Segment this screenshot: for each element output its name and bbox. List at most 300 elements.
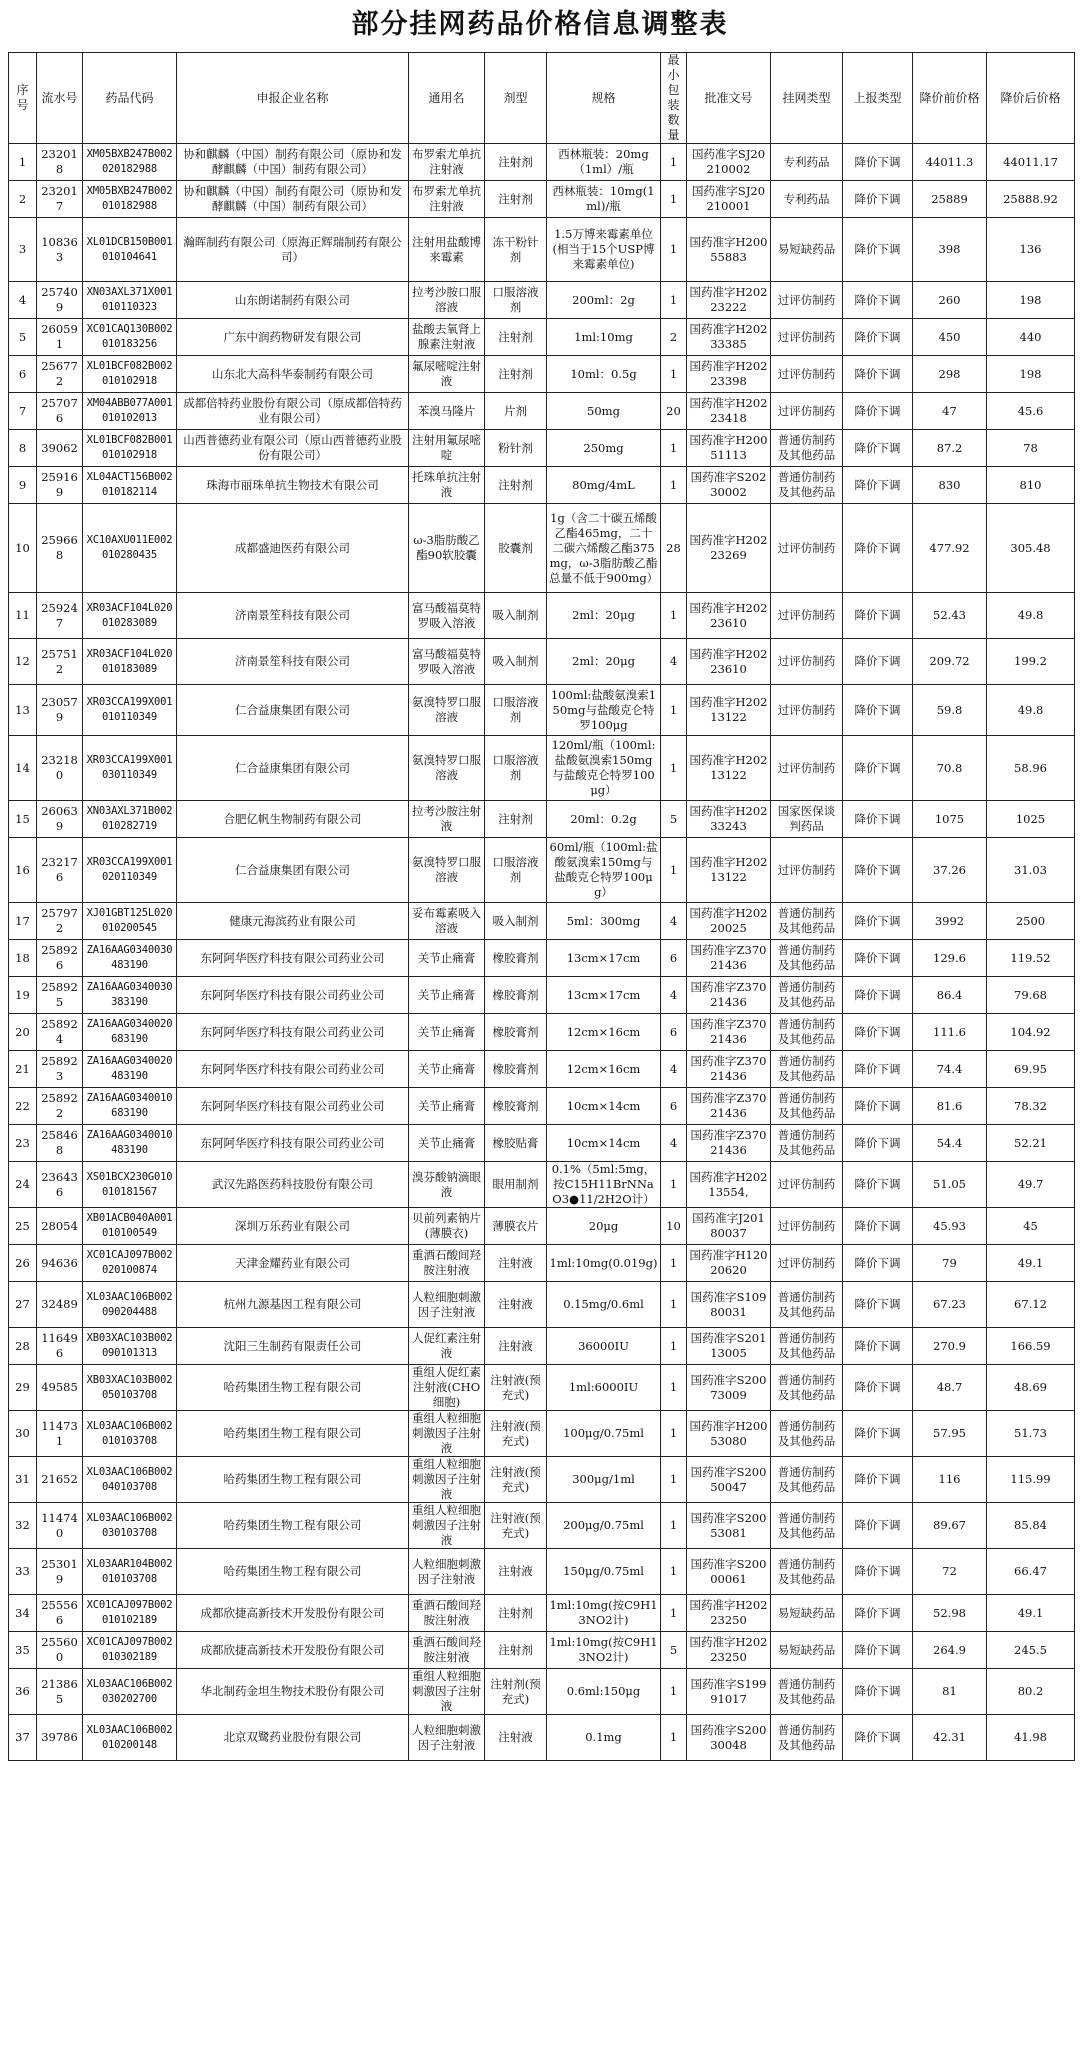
seq-no-cell: 16 bbox=[9, 838, 37, 903]
table-row bbox=[9, 940, 1075, 977]
drug-code-cell: XB01ACB040A001010100549 bbox=[83, 1208, 177, 1245]
min-pack-qty-cell: 4 bbox=[661, 903, 687, 940]
specification-cell: 250mg bbox=[547, 430, 661, 467]
serial-no-cell: 39786 bbox=[37, 1715, 83, 1761]
price-after-cell: 80.2 bbox=[987, 1669, 1075, 1715]
price-before-cell: 70.8 bbox=[913, 736, 987, 801]
approval-no-cell: 国药准字Z37021436 bbox=[687, 940, 771, 977]
approval-no-cell: 国药准字S20030048 bbox=[687, 1715, 771, 1761]
price-after-cell: 440 bbox=[987, 319, 1075, 356]
table-row bbox=[9, 1411, 1075, 1457]
serial-no-cell: 232180 bbox=[37, 736, 83, 801]
price-before-cell: 25889 bbox=[913, 181, 987, 218]
min-pack-qty-cell: 1 bbox=[661, 838, 687, 903]
report-type-cell: 降价下调 bbox=[843, 801, 913, 838]
price-after-cell: 49.8 bbox=[987, 593, 1075, 639]
dosage-form-cell: 注射液 bbox=[485, 1282, 547, 1328]
approval-no-cell: 国药准字J20180037 bbox=[687, 1208, 771, 1245]
report-type-cell: 降价下调 bbox=[843, 1014, 913, 1051]
price-before-cell: 209.72 bbox=[913, 639, 987, 685]
company-name-cell: 山东朗诺制药有限公司 bbox=[177, 282, 409, 319]
min-pack-qty-cell: 1 bbox=[661, 1669, 687, 1715]
seq-no-cell: 4 bbox=[9, 282, 37, 319]
listing-type-cell: 过评仿制药 bbox=[771, 393, 843, 430]
serial-no-cell: 259169 bbox=[37, 467, 83, 504]
price-after-cell: 52.21 bbox=[987, 1125, 1075, 1162]
report-type-cell: 降价下调 bbox=[843, 1088, 913, 1125]
specification-cell: 13cm×17cm bbox=[547, 940, 661, 977]
price-after-cell: 119.52 bbox=[987, 940, 1075, 977]
approval-no-cell: 国药准字H20223610 bbox=[687, 639, 771, 685]
listing-type-cell: 易短缺药品 bbox=[771, 1632, 843, 1669]
dosage-form-cell: 橡胶膏剂 bbox=[485, 977, 547, 1014]
table-row bbox=[9, 467, 1075, 504]
dosage-form-cell: 注射液(预充式) bbox=[485, 1503, 547, 1549]
min-pack-qty-cell: 6 bbox=[661, 940, 687, 977]
price-before-cell: 1075 bbox=[913, 801, 987, 838]
approval-no-cell: 国药准字Z37021436 bbox=[687, 1051, 771, 1088]
generic-name-cell: 富马酸福莫特罗吸入溶液 bbox=[409, 593, 485, 639]
generic-name-cell: 关节止痛膏 bbox=[409, 1088, 485, 1125]
listing-type-cell: 过评仿制药 bbox=[771, 282, 843, 319]
approval-no-cell: 国药准字H20223418 bbox=[687, 393, 771, 430]
min-pack-qty-cell: 28 bbox=[661, 504, 687, 593]
listing-type-cell: 普通仿制药及其他药品 bbox=[771, 1051, 843, 1088]
price-after-cell: 49.1 bbox=[987, 1245, 1075, 1282]
price-after-cell: 67.12 bbox=[987, 1282, 1075, 1328]
table-row bbox=[9, 639, 1075, 685]
generic-name-cell: 重组人粒细胞刺激因子注射液 bbox=[409, 1457, 485, 1503]
approval-no-cell: 国药准字S20073009 bbox=[687, 1365, 771, 1411]
drug-code-cell: XB03XAC103B002050103708 bbox=[83, 1365, 177, 1411]
serial-no-cell: 21652 bbox=[37, 1457, 83, 1503]
price-after-cell: 25888.92 bbox=[987, 181, 1075, 218]
company-name-cell: 哈药集团生物工程有限公司 bbox=[177, 1365, 409, 1411]
generic-name-cell: 人粒细胞刺激因子注射液 bbox=[409, 1282, 485, 1328]
serial-no-cell: 255600 bbox=[37, 1632, 83, 1669]
drug-code-cell: XR03CCA199X001020110349 bbox=[83, 838, 177, 903]
listing-type-cell: 过评仿制药 bbox=[771, 1162, 843, 1208]
listing-type-cell: 国家医保谈判药品 bbox=[771, 801, 843, 838]
seq-no-cell: 18 bbox=[9, 940, 37, 977]
specification-cell: 10cm×14cm bbox=[547, 1125, 661, 1162]
dosage-form-cell: 口服溶液剂 bbox=[485, 685, 547, 736]
specification-cell: 60ml/瓶（100ml:盐酸氨溴索150mg与盐酸克仑特罗100μg） bbox=[547, 838, 661, 903]
approval-no-cell: 国药准字S20050047 bbox=[687, 1457, 771, 1503]
generic-name-cell: 重酒石酸间羟胺注射液 bbox=[409, 1595, 485, 1632]
table-row bbox=[9, 319, 1075, 356]
table-row bbox=[9, 1328, 1075, 1365]
price-after-cell: 85.84 bbox=[987, 1503, 1075, 1549]
price-after-cell: 166.59 bbox=[987, 1328, 1075, 1365]
serial-no-cell: 253019 bbox=[37, 1549, 83, 1595]
price-before-cell: 37.26 bbox=[913, 838, 987, 903]
table-row bbox=[9, 1715, 1075, 1761]
table-row bbox=[9, 144, 1075, 181]
specification-cell: 0.1mg bbox=[547, 1715, 661, 1761]
min-pack-qty-cell: 1 bbox=[661, 1365, 687, 1411]
report-type-cell: 降价下调 bbox=[843, 282, 913, 319]
table-row bbox=[9, 801, 1075, 838]
specification-cell: 1g（含二十碳五烯酸乙酯465mg，二十二碳六烯酸乙酯375mg，ω-3脂肪酸乙酯总量不低于900mg） bbox=[547, 504, 661, 593]
listing-type-cell: 普通仿制药及其他药品 bbox=[771, 1328, 843, 1365]
specification-cell: 120ml/瓶（100ml:盐酸氨溴索150mg与盐酸克仑特罗100μg） bbox=[547, 736, 661, 801]
dosage-form-cell: 冻干粉针剂 bbox=[485, 218, 547, 282]
seq-no-cell: 13 bbox=[9, 685, 37, 736]
dosage-form-cell: 薄膜衣片 bbox=[485, 1208, 547, 1245]
listing-type-cell: 过评仿制药 bbox=[771, 593, 843, 639]
company-name-cell: 哈药集团生物工程有限公司 bbox=[177, 1457, 409, 1503]
serial-no-cell: 258926 bbox=[37, 940, 83, 977]
header-cell: 最小包装数量 bbox=[661, 53, 687, 144]
company-name-cell: 健康元海滨药业有限公司 bbox=[177, 903, 409, 940]
drug-code-cell: XR03CCA199X001010110349 bbox=[83, 685, 177, 736]
min-pack-qty-cell: 4 bbox=[661, 977, 687, 1014]
specification-cell: 10cm×14cm bbox=[547, 1088, 661, 1125]
drug-code-cell: XR03CCA199X001030110349 bbox=[83, 736, 177, 801]
report-type-cell: 降价下调 bbox=[843, 1411, 913, 1457]
specification-cell: 300μg/1ml bbox=[547, 1457, 661, 1503]
table-row bbox=[9, 1162, 1075, 1208]
listing-type-cell: 过评仿制药 bbox=[771, 685, 843, 736]
price-before-cell: 51.05 bbox=[913, 1162, 987, 1208]
dosage-form-cell: 吸入制剂 bbox=[485, 639, 547, 685]
drug-code-cell: ZA16AAG0340020483190 bbox=[83, 1051, 177, 1088]
price-before-cell: 450 bbox=[913, 319, 987, 356]
header-cell: 降价前价格 bbox=[913, 53, 987, 144]
serial-no-cell: 258923 bbox=[37, 1051, 83, 1088]
approval-no-cell: 国药准字Z37021436 bbox=[687, 977, 771, 1014]
min-pack-qty-cell: 1 bbox=[661, 1328, 687, 1365]
report-type-cell: 降价下调 bbox=[843, 1503, 913, 1549]
table-row bbox=[9, 593, 1075, 639]
price-after-cell: 45 bbox=[987, 1208, 1075, 1245]
generic-name-cell: 溴芬酸钠滴眼液 bbox=[409, 1162, 485, 1208]
price-before-cell: 67.23 bbox=[913, 1282, 987, 1328]
specification-cell: 20μg bbox=[547, 1208, 661, 1245]
listing-type-cell: 过评仿制药 bbox=[771, 838, 843, 903]
table-row bbox=[9, 430, 1075, 467]
approval-no-cell: 国药准字H20213122 bbox=[687, 736, 771, 801]
specification-cell: 1ml:10mg bbox=[547, 319, 661, 356]
seq-no-cell: 23 bbox=[9, 1125, 37, 1162]
report-type-cell: 降价下调 bbox=[843, 1632, 913, 1669]
company-name-cell: 仁合益康集团有限公司 bbox=[177, 685, 409, 736]
table-row bbox=[9, 356, 1075, 393]
serial-no-cell: 258468 bbox=[37, 1125, 83, 1162]
seq-no-cell: 10 bbox=[9, 504, 37, 593]
generic-name-cell: 人粒细胞刺激因子注射液 bbox=[409, 1715, 485, 1761]
dosage-form-cell: 粉针剂 bbox=[485, 430, 547, 467]
approval-no-cell: 国药准字H20233385 bbox=[687, 319, 771, 356]
listing-type-cell: 普通仿制药及其他药品 bbox=[771, 903, 843, 940]
min-pack-qty-cell: 1 bbox=[661, 1715, 687, 1761]
serial-no-cell: 114731 bbox=[37, 1411, 83, 1457]
listing-type-cell: 普通仿制药及其他药品 bbox=[771, 430, 843, 467]
drug-code-cell: XN03AXL371X001010110323 bbox=[83, 282, 177, 319]
table-row bbox=[9, 838, 1075, 903]
approval-no-cell: 国药准字S10980031 bbox=[687, 1282, 771, 1328]
approval-no-cell: 国药准字H20223250 bbox=[687, 1595, 771, 1632]
report-type-cell: 降价下调 bbox=[843, 1125, 913, 1162]
listing-type-cell: 普通仿制药及其他药品 bbox=[771, 1411, 843, 1457]
drug-code-cell: XL01BCF082B001010102918 bbox=[83, 430, 177, 467]
min-pack-qty-cell: 6 bbox=[661, 1088, 687, 1125]
min-pack-qty-cell: 5 bbox=[661, 1632, 687, 1669]
dosage-form-cell: 注射剂 bbox=[485, 467, 547, 504]
price-after-cell: 69.95 bbox=[987, 1051, 1075, 1088]
seq-no-cell: 12 bbox=[9, 639, 37, 685]
price-before-cell: 116 bbox=[913, 1457, 987, 1503]
price-after-cell: 104.92 bbox=[987, 1014, 1075, 1051]
seq-no-cell: 1 bbox=[9, 144, 37, 181]
report-type-cell: 降价下调 bbox=[843, 1162, 913, 1208]
header-cell: 通用名 bbox=[409, 53, 485, 144]
dosage-form-cell: 注射剂 bbox=[485, 1632, 547, 1669]
dosage-form-cell: 胶囊剂 bbox=[485, 504, 547, 593]
approval-no-cell: 国药准字H20233243 bbox=[687, 801, 771, 838]
header-cell: 降价后价格 bbox=[987, 53, 1075, 144]
specification-cell: 100ml:盐酸氨溴索150mg与盐酸克仑特罗100μg bbox=[547, 685, 661, 736]
company-name-cell: 珠海市丽珠单抗生物技术有限公司 bbox=[177, 467, 409, 504]
seq-no-cell: 22 bbox=[9, 1088, 37, 1125]
company-name-cell: 山东北大高科华泰制药有限公司 bbox=[177, 356, 409, 393]
serial-no-cell: 256772 bbox=[37, 356, 83, 393]
approval-no-cell: 国药准字H12020620 bbox=[687, 1245, 771, 1282]
approval-no-cell: 国药准字SJ20210001 bbox=[687, 181, 771, 218]
price-before-cell: 42.31 bbox=[913, 1715, 987, 1761]
seq-no-cell: 17 bbox=[9, 903, 37, 940]
dosage-form-cell: 注射液 bbox=[485, 1328, 547, 1365]
min-pack-qty-cell: 1 bbox=[661, 282, 687, 319]
drug-code-cell: XC01CAJ097B002010302189 bbox=[83, 1632, 177, 1669]
price-after-cell: 245.5 bbox=[987, 1632, 1075, 1669]
company-name-cell: 哈药集团生物工程有限公司 bbox=[177, 1549, 409, 1595]
price-after-cell: 31.03 bbox=[987, 838, 1075, 903]
seq-no-cell: 26 bbox=[9, 1245, 37, 1282]
seq-no-cell: 37 bbox=[9, 1715, 37, 1761]
specification-cell: 2ml：20μg bbox=[547, 639, 661, 685]
table-row bbox=[9, 1549, 1075, 1595]
price-after-cell: 45.6 bbox=[987, 393, 1075, 430]
specification-cell: 2ml：20μg bbox=[547, 593, 661, 639]
listing-type-cell: 普通仿制药及其他药品 bbox=[771, 1549, 843, 1595]
drug-code-cell: XL03AAC106B002010200148 bbox=[83, 1715, 177, 1761]
price-before-cell: 79 bbox=[913, 1245, 987, 1282]
price-after-cell: 49.7 bbox=[987, 1162, 1075, 1208]
generic-name-cell: 关节止痛膏 bbox=[409, 1125, 485, 1162]
listing-type-cell: 普通仿制药及其他药品 bbox=[771, 1715, 843, 1761]
specification-cell: 1ml:10mg(0.019g) bbox=[547, 1245, 661, 1282]
report-type-cell: 降价下调 bbox=[843, 1715, 913, 1761]
company-name-cell: 济南景笙科技有限公司 bbox=[177, 593, 409, 639]
listing-type-cell: 普通仿制药及其他药品 bbox=[771, 1503, 843, 1549]
generic-name-cell: 关节止痛膏 bbox=[409, 1014, 485, 1051]
generic-name-cell: 重组人粒细胞刺激因子注射液 bbox=[409, 1503, 485, 1549]
min-pack-qty-cell: 1 bbox=[661, 1549, 687, 1595]
serial-no-cell: 94636 bbox=[37, 1245, 83, 1282]
serial-no-cell: 32489 bbox=[37, 1282, 83, 1328]
dosage-form-cell: 吸入制剂 bbox=[485, 903, 547, 940]
listing-type-cell: 过评仿制药 bbox=[771, 1208, 843, 1245]
approval-no-cell: 国药准字H20051113 bbox=[687, 430, 771, 467]
price-after-cell: 305.48 bbox=[987, 504, 1075, 593]
price-before-cell: 52.43 bbox=[913, 593, 987, 639]
seq-no-cell: 5 bbox=[9, 319, 37, 356]
min-pack-qty-cell: 2 bbox=[661, 319, 687, 356]
report-type-cell: 降价下调 bbox=[843, 903, 913, 940]
price-before-cell: 3992 bbox=[913, 903, 987, 940]
min-pack-qty-cell: 5 bbox=[661, 801, 687, 838]
generic-name-cell: 拉考沙胺注射液 bbox=[409, 801, 485, 838]
dosage-form-cell: 吸入制剂 bbox=[485, 593, 547, 639]
serial-no-cell: 260639 bbox=[37, 801, 83, 838]
price-before-cell: 298 bbox=[913, 356, 987, 393]
header-cell: 上报类型 bbox=[843, 53, 913, 144]
company-name-cell: 瀚晖制药有限公司（原海正辉瑞制药有限公司） bbox=[177, 218, 409, 282]
serial-no-cell: 258925 bbox=[37, 977, 83, 1014]
specification-cell: 1ml:10mg(按C9H13NO2计) bbox=[547, 1632, 661, 1669]
dosage-form-cell: 橡胶膏剂 bbox=[485, 940, 547, 977]
seq-no-cell: 27 bbox=[9, 1282, 37, 1328]
listing-type-cell: 过评仿制药 bbox=[771, 1245, 843, 1282]
dosage-form-cell: 眼用制剂 bbox=[485, 1162, 547, 1208]
drug-code-cell: XL03AAC106B002040103708 bbox=[83, 1457, 177, 1503]
report-type-cell: 降价下调 bbox=[843, 319, 913, 356]
seq-no-cell: 35 bbox=[9, 1632, 37, 1669]
generic-name-cell: 重组人促红素注射液(CHO细胞) bbox=[409, 1365, 485, 1411]
report-type-cell: 降价下调 bbox=[843, 940, 913, 977]
report-type-cell: 降价下调 bbox=[843, 1549, 913, 1595]
dosage-form-cell: 注射剂 bbox=[485, 144, 547, 181]
drug-code-cell: XL01BCF082B002010102918 bbox=[83, 356, 177, 393]
header-cell: 序号 bbox=[9, 53, 37, 144]
company-name-cell: 东阿阿华医疗科技有限公司药业公司 bbox=[177, 1088, 409, 1125]
approval-no-cell: 国药准字H20223398 bbox=[687, 356, 771, 393]
generic-name-cell: 贝前列素钠片(薄膜衣) bbox=[409, 1208, 485, 1245]
serial-no-cell: 255566 bbox=[37, 1595, 83, 1632]
generic-name-cell: 拉考沙胺口服溶液 bbox=[409, 282, 485, 319]
specification-cell: 0.6ml:150μg bbox=[547, 1669, 661, 1715]
table-row bbox=[9, 1014, 1075, 1051]
company-name-cell: 杭州九源基因工程有限公司 bbox=[177, 1282, 409, 1328]
generic-name-cell: 布罗索尤单抗注射液 bbox=[409, 144, 485, 181]
table-row bbox=[9, 1282, 1075, 1328]
specification-cell: 200ml：2g bbox=[547, 282, 661, 319]
price-before-cell: 47 bbox=[913, 393, 987, 430]
min-pack-qty-cell: 1 bbox=[661, 685, 687, 736]
dosage-form-cell: 橡胶贴膏 bbox=[485, 1125, 547, 1162]
specification-cell: 1.5万博来霉素单位(相当于15个USP博来霉素单位) bbox=[547, 218, 661, 282]
serial-no-cell: 28054 bbox=[37, 1208, 83, 1245]
company-name-cell: 东阿阿华医疗科技有限公司药业公司 bbox=[177, 1051, 409, 1088]
drug-code-cell: ZA16AAG0340030383190 bbox=[83, 977, 177, 1014]
report-type-cell: 降价下调 bbox=[843, 1245, 913, 1282]
generic-name-cell: 人粒细胞刺激因子注射液 bbox=[409, 1549, 485, 1595]
listing-type-cell: 过评仿制药 bbox=[771, 639, 843, 685]
listing-type-cell: 过评仿制药 bbox=[771, 356, 843, 393]
listing-type-cell: 易短缺药品 bbox=[771, 218, 843, 282]
price-before-cell: 264.9 bbox=[913, 1632, 987, 1669]
specification-cell: 36000IU bbox=[547, 1328, 661, 1365]
generic-name-cell: 重酒石酸间羟胺注射液 bbox=[409, 1245, 485, 1282]
min-pack-qty-cell: 1 bbox=[661, 1595, 687, 1632]
drug-code-cell: XL03AAC106B002010103708 bbox=[83, 1411, 177, 1457]
header-cell: 药品代码 bbox=[83, 53, 177, 144]
listing-type-cell: 普通仿制药及其他药品 bbox=[771, 467, 843, 504]
drug-code-cell: XR03ACF104L020010183089 bbox=[83, 639, 177, 685]
specification-cell: 20ml：0.2g bbox=[547, 801, 661, 838]
generic-name-cell: 富马酸福莫特罗吸入溶液 bbox=[409, 639, 485, 685]
table-row bbox=[9, 504, 1075, 593]
price-after-cell: 58.96 bbox=[987, 736, 1075, 801]
seq-no-cell: 6 bbox=[9, 356, 37, 393]
seq-no-cell: 30 bbox=[9, 1411, 37, 1457]
price-before-cell: 129.6 bbox=[913, 940, 987, 977]
drug-code-cell: ZA16AAG0340030483190 bbox=[83, 940, 177, 977]
serial-no-cell: 213865 bbox=[37, 1669, 83, 1715]
generic-name-cell: 关节止痛膏 bbox=[409, 977, 485, 1014]
approval-no-cell: 国药准字H20223610 bbox=[687, 593, 771, 639]
report-type-cell: 降价下调 bbox=[843, 467, 913, 504]
approval-no-cell: 国药准字S20000061 bbox=[687, 1549, 771, 1595]
drug-code-cell: XB03XAC103B002090101313 bbox=[83, 1328, 177, 1365]
dosage-form-cell: 橡胶膏剂 bbox=[485, 1051, 547, 1088]
approval-no-cell: 国药准字S20113005 bbox=[687, 1328, 771, 1365]
price-before-cell: 86.4 bbox=[913, 977, 987, 1014]
company-name-cell: 哈药集团生物工程有限公司 bbox=[177, 1503, 409, 1549]
company-name-cell: 东阿阿华医疗科技有限公司药业公司 bbox=[177, 1014, 409, 1051]
price-after-cell: 41.98 bbox=[987, 1715, 1075, 1761]
dosage-form-cell: 注射剂 bbox=[485, 1595, 547, 1632]
price-before-cell: 260 bbox=[913, 282, 987, 319]
serial-no-cell: 116496 bbox=[37, 1328, 83, 1365]
company-name-cell: 成都盛迪医药有限公司 bbox=[177, 504, 409, 593]
report-type-cell: 降价下调 bbox=[843, 1051, 913, 1088]
seq-no-cell: 3 bbox=[9, 218, 37, 282]
min-pack-qty-cell: 1 bbox=[661, 181, 687, 218]
price-after-cell: 78 bbox=[987, 430, 1075, 467]
report-type-cell: 降价下调 bbox=[843, 593, 913, 639]
price-adjustment-table bbox=[8, 52, 1075, 1761]
serial-no-cell: 257409 bbox=[37, 282, 83, 319]
listing-type-cell: 易短缺药品 bbox=[771, 1595, 843, 1632]
listing-type-cell: 普通仿制药及其他药品 bbox=[771, 940, 843, 977]
specification-cell: 西林瓶装：10mg(1ml)/瓶 bbox=[547, 181, 661, 218]
table-row bbox=[9, 1595, 1075, 1632]
seq-no-cell: 9 bbox=[9, 467, 37, 504]
table-row bbox=[9, 977, 1075, 1014]
report-type-cell: 降价下调 bbox=[843, 181, 913, 218]
price-after-cell: 66.47 bbox=[987, 1549, 1075, 1595]
price-before-cell: 59.8 bbox=[913, 685, 987, 736]
report-type-cell: 降价下调 bbox=[843, 393, 913, 430]
specification-cell: 80mg/4mL bbox=[547, 467, 661, 504]
company-name-cell: 东阿阿华医疗科技有限公司药业公司 bbox=[177, 940, 409, 977]
document-title: 部分挂网药品价格信息调整表 bbox=[351, 9, 729, 40]
company-name-cell: 天津金耀药业有限公司 bbox=[177, 1245, 409, 1282]
min-pack-qty-cell: 1 bbox=[661, 1411, 687, 1457]
company-name-cell: 合肥亿帆生物制药有限公司 bbox=[177, 801, 409, 838]
report-type-cell: 降价下调 bbox=[843, 430, 913, 467]
seq-no-cell: 8 bbox=[9, 430, 37, 467]
generic-name-cell: 关节止痛膏 bbox=[409, 940, 485, 977]
report-type-cell: 降价下调 bbox=[843, 977, 913, 1014]
table-header-row bbox=[9, 53, 1075, 144]
approval-no-cell: 国药准字H20213554, bbox=[687, 1162, 771, 1208]
listing-type-cell: 普通仿制药及其他药品 bbox=[771, 1365, 843, 1411]
drug-code-cell: XL03AAC106B002030202700 bbox=[83, 1669, 177, 1715]
